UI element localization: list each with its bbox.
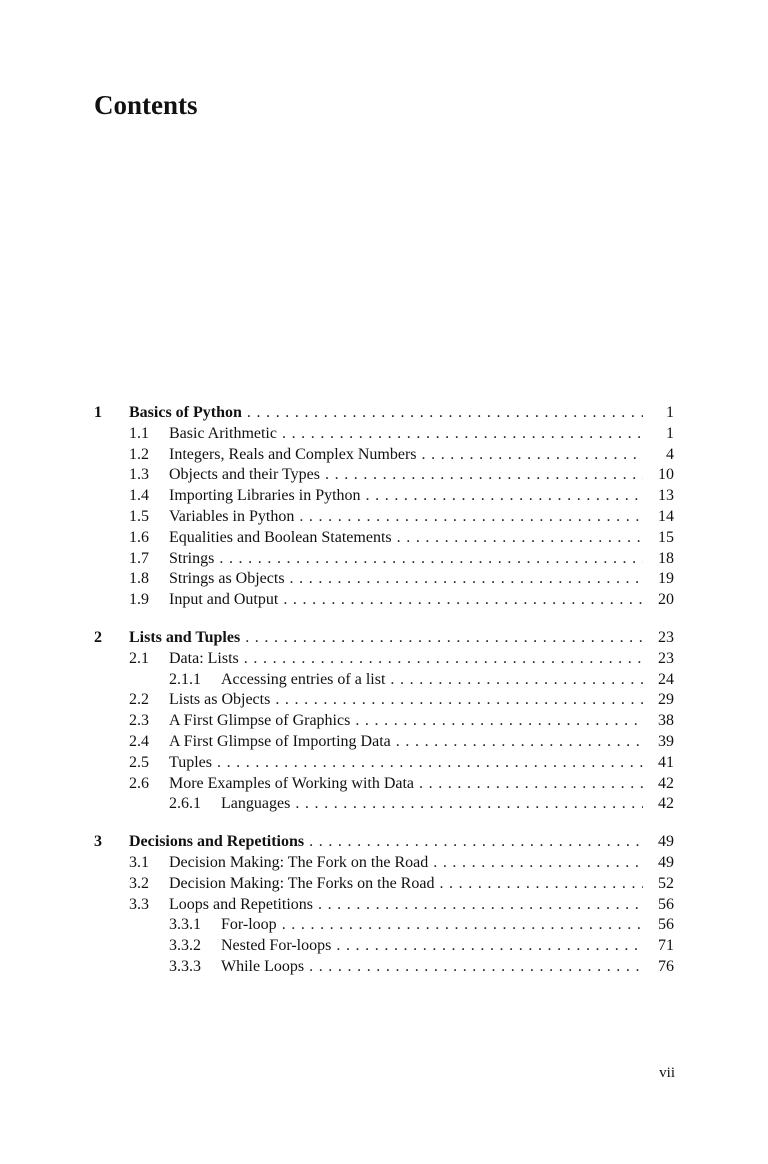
toc-entry-number: 1.4 (129, 487, 149, 505)
toc-entry-page: 1 (666, 424, 674, 442)
toc-entry-page: 20 (658, 591, 674, 609)
dot-leader (355, 711, 643, 732)
dot-leader (325, 465, 643, 486)
toc-section-entry[interactable] (94, 590, 674, 611)
toc-entry-title: Variables in Python (169, 507, 295, 525)
dot-leader (422, 445, 644, 466)
toc-entry-title: Basic Arithmetic (169, 424, 277, 442)
toc-entry-title: A First Glimpse of Importing Data (169, 732, 391, 750)
toc-entry-page: 56 (658, 916, 674, 934)
toc-entry-title: Decisions and Repetitions (129, 833, 305, 851)
toc-entry-title: Decision Making: The Forks on the Road (169, 874, 435, 892)
toc-entry-title: Data: Lists (169, 649, 239, 667)
toc-entry-title: While Loops (221, 957, 305, 975)
toc-section-entry[interactable] (94, 507, 674, 528)
toc-entry-number: 2 (94, 628, 102, 646)
dot-leader (309, 957, 643, 978)
toc-entry-title: Lists as Objects (169, 691, 271, 709)
toc-entry-page: 39 (658, 732, 674, 750)
toc-entry-number: 1.2 (129, 445, 149, 463)
toc-chapter-entry[interactable] (94, 628, 674, 649)
toc-entry-page: 1 (666, 404, 674, 421)
toc-section-entry[interactable] (94, 569, 674, 590)
toc-entry-title: More Examples of Working with Data (169, 774, 415, 792)
toc-entry-page: 15 (658, 528, 674, 546)
toc-entry-page: 49 (658, 833, 674, 851)
chapter-block (94, 403, 674, 611)
toc-entry-number: 1.6 (129, 528, 149, 546)
toc-entry-page: 23 (658, 649, 674, 667)
toc-subsection-entry[interactable] (94, 936, 674, 957)
page-title: Contents (94, 90, 198, 120)
dot-leader (396, 732, 643, 753)
toc-entry-number: 1.5 (129, 507, 149, 525)
dot-leader (217, 753, 643, 774)
toc-entry-page: 42 (658, 774, 674, 792)
dot-leader (366, 486, 643, 507)
toc-section-entry[interactable] (94, 690, 674, 711)
toc-entry-page: 23 (658, 628, 674, 646)
toc-entry-page: 29 (658, 691, 674, 709)
toc-subsection-entry[interactable] (94, 670, 674, 691)
toc-entry-number: 1.8 (129, 570, 149, 588)
toc-entry-page: 41 (658, 753, 674, 771)
toc-section-entry[interactable] (94, 486, 674, 507)
toc-entry-title: For-loop (221, 916, 277, 934)
toc-entry-number: 2.5 (129, 753, 149, 771)
toc-section-entry[interactable] (94, 732, 674, 753)
toc-entry-title: Lists and Tuples (129, 628, 241, 646)
toc-entry-number: 1.1 (129, 424, 149, 442)
toc-entry-page: 56 (658, 895, 674, 913)
dot-leader (290, 569, 643, 590)
toc-entry-page: 49 (658, 853, 674, 871)
page-number: vii (659, 1065, 675, 1081)
toc-entry-number: 2.6.1 (169, 795, 201, 813)
dot-leader (219, 549, 643, 570)
toc-entry-title: Strings as Objects (169, 570, 285, 588)
dot-leader (397, 528, 643, 549)
toc-entry-number: 3.3.1 (169, 916, 201, 934)
toc-entry-number: 1.3 (129, 466, 149, 484)
toc-entry-number: 1 (94, 404, 102, 421)
dot-leader (318, 895, 643, 916)
toc-entry-page: 10 (658, 466, 674, 484)
dot-leader (433, 853, 643, 874)
toc-section-entry[interactable] (94, 753, 674, 774)
dot-leader (247, 403, 643, 424)
toc-entry-title: Languages (221, 795, 291, 813)
toc-entry-page: 18 (658, 549, 674, 567)
toc-section-entry[interactable] (94, 711, 674, 732)
toc-entry-title: Tuples (169, 753, 212, 771)
dot-leader (439, 874, 643, 895)
toc-section-entry[interactable] (94, 874, 674, 895)
toc-entry-number: 3.2 (129, 874, 149, 892)
toc-entry-title: Basics of Python (129, 404, 242, 421)
toc-entry-number: 2.2 (129, 691, 149, 709)
toc-chapter-entry[interactable] (94, 832, 674, 853)
toc-section-entry[interactable] (94, 549, 674, 570)
toc-subsection-entry[interactable] (94, 915, 674, 936)
toc-entry-title: A First Glimpse of Graphics (169, 712, 351, 730)
toc-section-entry[interactable] (94, 465, 674, 486)
toc-entry-title: Importing Libraries in Python (169, 487, 361, 505)
toc-entry-number: 3 (94, 833, 102, 851)
toc-entry-title: Accessing entries of a list (221, 670, 386, 688)
toc-entry-page: 52 (658, 874, 674, 892)
toc-entry-number: 1.7 (129, 549, 149, 567)
toc-entry-page: 71 (658, 937, 674, 955)
toc-section-entry[interactable] (94, 853, 674, 874)
toc-entry-page: 76 (658, 957, 674, 975)
toc-entry-title: Objects and their Types (169, 466, 320, 484)
dot-leader (244, 649, 643, 670)
toc-entry-title: Input and Output (169, 591, 279, 609)
toc-section-entry[interactable] (94, 895, 674, 916)
toc-entry-title: Loops and Repetitions (169, 895, 313, 913)
toc-entry-number: 3.1 (129, 853, 149, 871)
toc-entry-page: 14 (658, 507, 674, 525)
toc-entry-title: Nested For-loops (221, 937, 332, 955)
toc-subsection-entry[interactable] (94, 957, 674, 978)
toc-section-entry[interactable] (94, 528, 674, 549)
toc-entry-number: 2.1 (129, 649, 149, 667)
dot-leader (419, 774, 643, 795)
toc-entry-number: 3.3.3 (169, 957, 201, 975)
toc-entry-title: Decision Making: The Fork on the Road (169, 853, 429, 871)
dot-leader (245, 628, 643, 649)
dot-leader (295, 794, 643, 815)
chapter-block (94, 832, 674, 978)
dot-leader (282, 915, 643, 936)
dot-leader (309, 832, 643, 853)
dot-leader (283, 590, 643, 611)
dot-leader (282, 424, 643, 445)
toc-entry-page: 13 (658, 487, 674, 505)
toc-section-entry[interactable] (94, 774, 674, 795)
toc-entry-number: 2.1.1 (169, 670, 201, 688)
toc-entry-number: 3.3.2 (169, 937, 201, 955)
toc-section-entry[interactable] (94, 649, 674, 670)
toc-entry-title: Equalities and Boolean Statements (169, 528, 392, 546)
toc-section-entry[interactable] (94, 445, 674, 466)
toc-subsection-entry[interactable] (94, 794, 674, 815)
toc-section-entry[interactable] (94, 424, 674, 445)
toc-entry-title: Strings (169, 549, 215, 567)
dot-leader (336, 936, 643, 957)
toc-entry-number: 2.4 (129, 732, 149, 750)
toc-entry-page: 24 (658, 670, 674, 688)
toc-entry-number: 3.3 (129, 895, 149, 913)
toc-entry-number: 1.9 (129, 591, 149, 609)
toc-entry-page: 42 (658, 795, 674, 813)
dot-leader (390, 670, 643, 691)
toc-entry-number: 2.6 (129, 774, 149, 792)
table-of-contents (94, 403, 674, 995)
toc-entry-page: 38 (658, 712, 674, 730)
toc-entry-page: 4 (666, 445, 674, 463)
dot-leader (299, 507, 643, 528)
dot-leader (275, 690, 643, 711)
toc-chapter-entry[interactable] (94, 403, 674, 424)
toc-entry-number: 2.3 (129, 712, 149, 730)
toc-entry-page: 19 (658, 570, 674, 588)
toc-entry-title: Integers, Reals and Complex Numbers (169, 445, 417, 463)
chapter-block (94, 628, 674, 815)
